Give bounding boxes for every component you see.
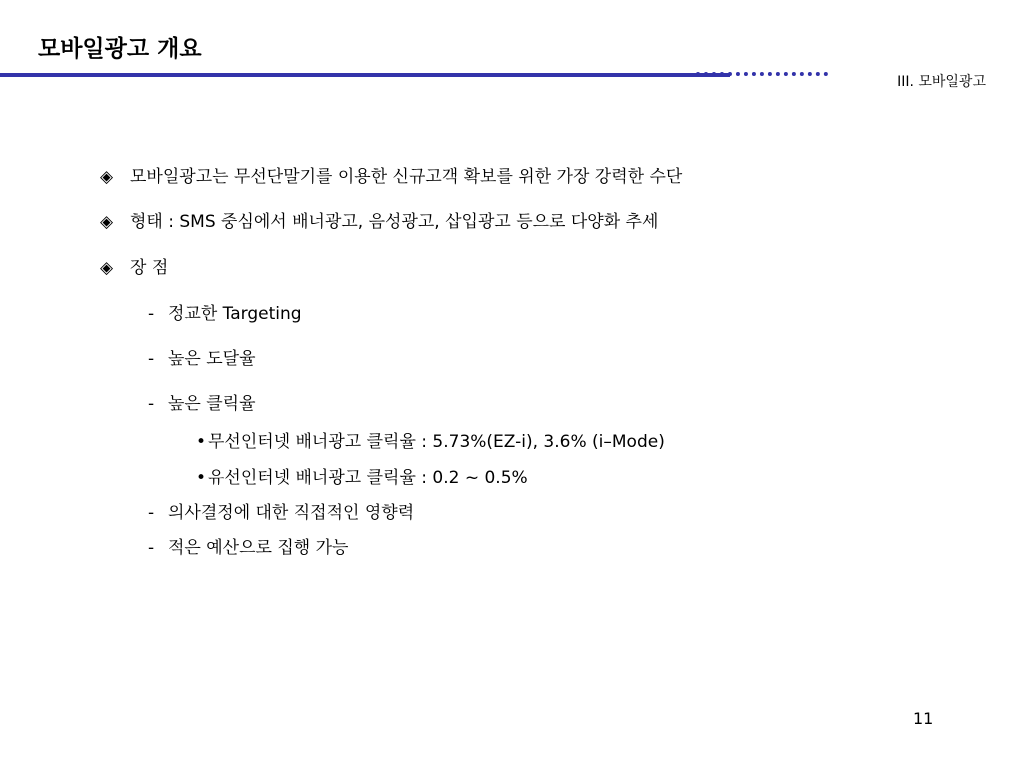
- sub-bullet-text: 정교한 Targeting: [168, 304, 302, 324]
- dot-bullet-icon: •: [196, 432, 207, 452]
- dash-bullet-icon: -: [148, 503, 155, 523]
- dash-bullet-icon: -: [148, 304, 155, 324]
- page-number: 11: [913, 709, 934, 728]
- sub-bullet-item: [148, 502, 414, 524]
- bullet-item: [100, 257, 168, 279]
- dash-bullet-icon: -: [148, 538, 155, 558]
- bullet-item: [100, 166, 682, 188]
- section-label: III. 모바일광고: [897, 74, 986, 90]
- detail-bullet-text: 유선인터넷 배너광고 클릭율 : 0.2 ~ 0.5%: [208, 468, 528, 488]
- detail-bullet-text: 무선인터넷 배너광고 클릭율 : 5.73%(EZ-i), 3.6% (i–Mode): [208, 432, 665, 452]
- slide-title: 모바일광고 개요: [38, 35, 202, 62]
- sub-bullet-item: [148, 537, 348, 559]
- sub-bullet-item: [148, 393, 256, 415]
- dash-bullet-icon: -: [148, 394, 155, 414]
- sub-bullet-item: [148, 303, 302, 325]
- bullet-text: 장 점: [130, 258, 169, 278]
- dot-bullet-icon: •: [196, 468, 207, 488]
- sub-bullet-item: [148, 348, 256, 370]
- bullet-text: 모바일광고는 무선단말기를 이용한 신규고객 확보를 위한 가장 강력한 수단: [130, 167, 683, 187]
- detail-bullet-item: [196, 431, 665, 453]
- sub-bullet-text: 높은 클릭율: [168, 394, 256, 414]
- dash-bullet-icon: -: [148, 349, 155, 369]
- bullet-text: 형태 : SMS 중심에서 배너광고, 음성광고, 삽입광고 등으로 다양화 추세: [130, 212, 659, 232]
- diamond-bullet-icon: ◈: [100, 212, 114, 232]
- detail-bullet-item: [196, 467, 528, 489]
- bullet-item: [100, 211, 658, 233]
- sub-bullet-text: 높은 도달율: [168, 349, 256, 369]
- sub-bullet-text: 적은 예산으로 집행 가능: [168, 538, 349, 558]
- diamond-bullet-icon: ◈: [100, 167, 114, 187]
- diamond-bullet-icon: ◈: [100, 258, 114, 278]
- sub-bullet-text: 의사결정에 대한 직접적인 영향력: [168, 503, 415, 523]
